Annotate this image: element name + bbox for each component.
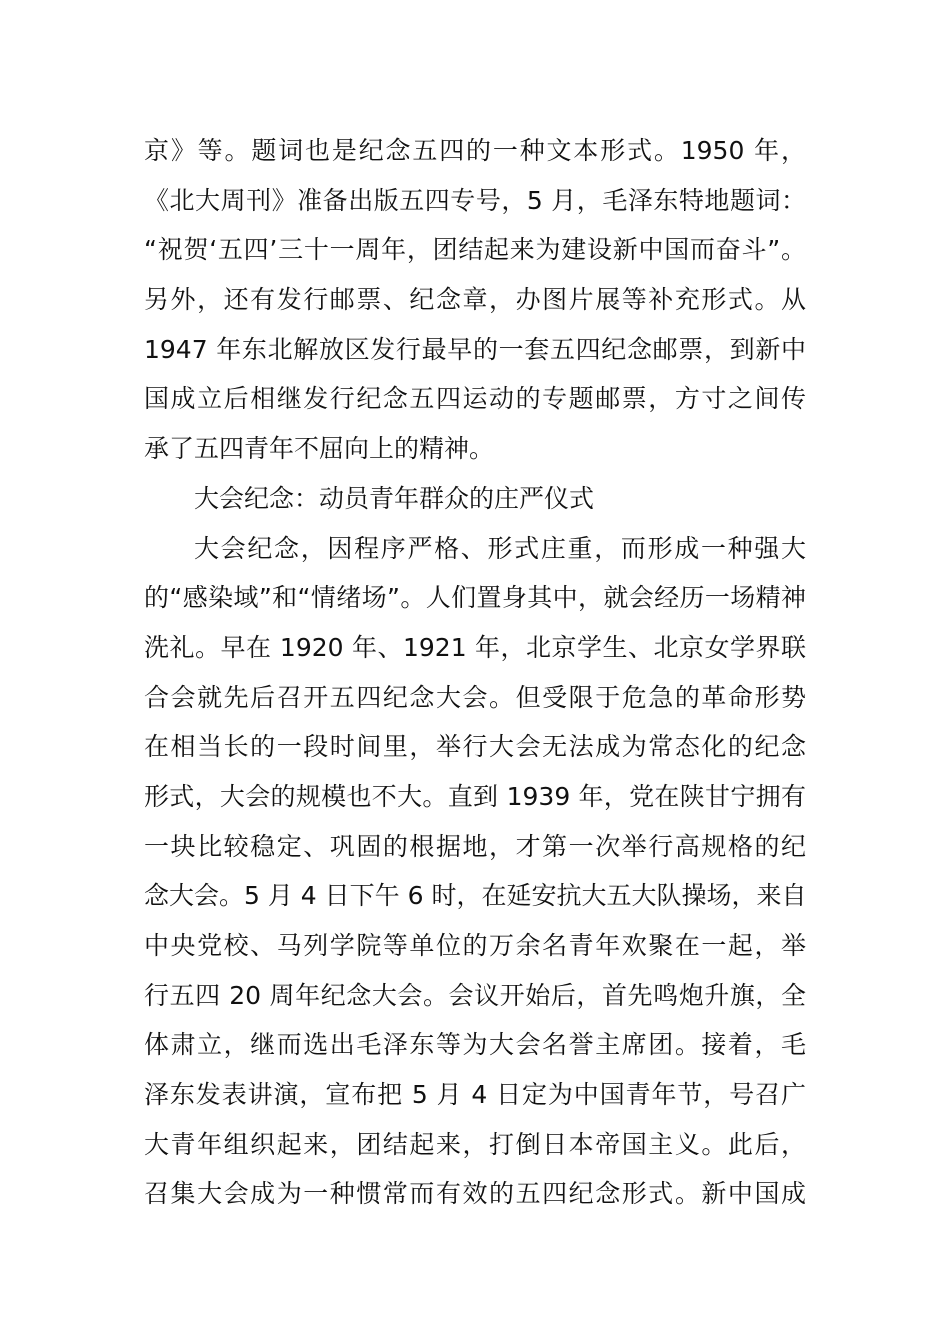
- body-text: [144, 126, 806, 1219]
- text-line: 泽东发表讲演，宣布把 5 月 4 日定为中国青年节，号召广: [144, 1080, 806, 1110]
- text-line: 合会就先后召开五四纪念大会。但受限于危急的革命形势: [144, 682, 806, 712]
- text-line: 另外，还有发行邮票、纪念章，办图片展等补充形式。从: [144, 285, 806, 315]
- text-line: 1947 年东北解放区发行最早的一套五四纪念邮票，到新中: [144, 334, 806, 364]
- text-line: 《北大周刊》准备出版五四专号，5 月，毛泽东特地题词：: [144, 185, 806, 215]
- text-line: 召集大会成为一种惯常而有效的五四纪念形式。新中国成: [144, 1179, 806, 1209]
- text-line: 的“感染域”和“情绪场”。人们置身其中，就会经历一场精神: [144, 583, 806, 613]
- text-line: 洗礼。早在 1920 年、1921 年，北京学生、北京女学界联: [144, 632, 806, 662]
- text-line: 行五四 20 周年纪念大会。会议开始后，首先鸣炮升旗，全: [144, 980, 806, 1010]
- text-line: “祝贺‘五四’三十一周年，团结起来为建设新中国而奋斗”。: [144, 235, 806, 265]
- text-line: 国成立后相继发行纪念五四运动的专题邮票，方寸之间传: [144, 384, 806, 414]
- text-line: 念大会。5 月 4 日下午 6 时，在延安抗大五大队操场，来自: [144, 881, 807, 911]
- text-line: 体肃立，继而选出毛泽东等为大会名誉主席团。接着，毛: [144, 1030, 806, 1060]
- text-line: 大会纪念，因程序严格、形式庄重，而形成一种强大: [194, 533, 806, 563]
- text-line: 形式，大会的规模也不大。直到 1939 年，党在陕甘宁拥有: [144, 781, 806, 811]
- text-line: 在相当长的一段时间里，举行大会无法成为常态化的纪念: [144, 732, 806, 762]
- section-heading: 大会纪念：动员青年群众的庄严仪式: [194, 483, 595, 513]
- text-line: 大青年组织起来，团结起来，打倒日本帝国主义。此后，: [144, 1129, 806, 1159]
- text-line: 承了五四青年不屈向上的精神。: [144, 434, 495, 464]
- text-line: 中央党校、马列学院等单位的万余名青年欢聚在一起，举: [144, 931, 806, 960]
- text-line: 一块比较稳定、巩固的根据地，才第一次举行高规格的纪: [144, 831, 806, 861]
- text-line: 京》等。题词也是纪念五四的一种文本形式。1950 年，: [144, 136, 806, 165]
